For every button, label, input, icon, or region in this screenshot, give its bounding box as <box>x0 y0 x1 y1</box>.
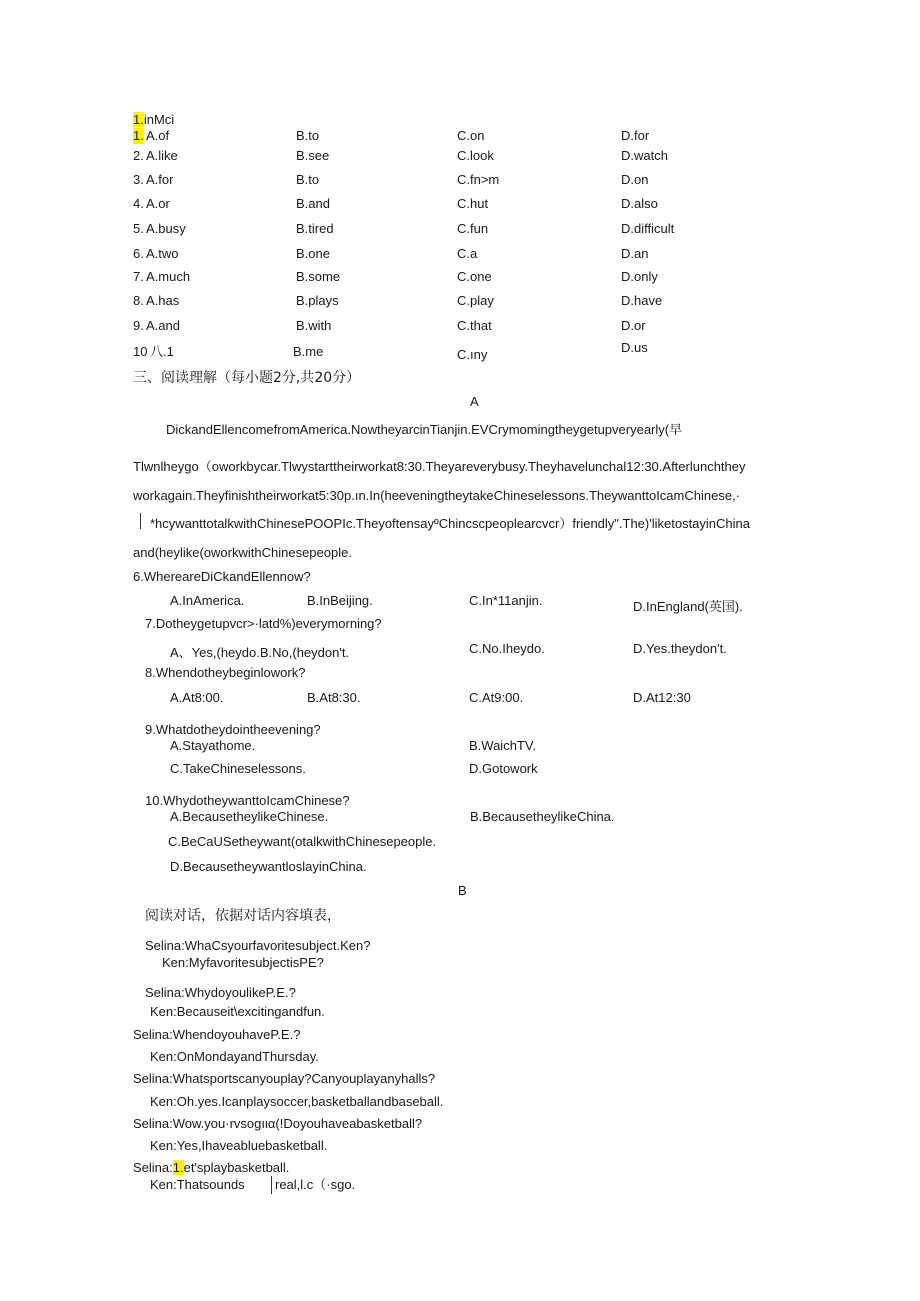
cloze-item-8-number: 8. <box>133 293 144 308</box>
question-10-option-b: B.BecausetheylikeChina. <box>470 809 615 824</box>
cloze-item-2-option-b: B.see <box>296 148 330 163</box>
cloze-item-10-option-a: 八.1 <box>150 344 174 359</box>
header-text: inMci <box>143 112 175 127</box>
cloze-item-6-option-a: A.two <box>146 246 179 261</box>
dialogue-line-10: Ken:Yes,Ihaveabluebasketball. <box>150 1138 328 1153</box>
question-6-option-b: B.InBeijing. <box>307 593 373 608</box>
dialogue-line-1: Selina:WhaCsyourfavoritesubject.Ken? <box>145 938 371 953</box>
cloze-item-6-option-b: B.one <box>296 246 330 261</box>
question-8-option-a: A.At8:00. <box>170 690 224 705</box>
question-8-option-d: D.At12:30 <box>633 690 691 705</box>
dialogue-line-5: Selina:WhendoyouhaveP.E.? <box>133 1027 301 1042</box>
question-9-option-a: A.Stayathome. <box>170 738 256 753</box>
cloze-item-1-option-b: B.to <box>296 128 320 143</box>
question-9-option-c: C.TakeChineselessons. <box>170 761 306 776</box>
dialogue-line-7: Selina:Whatsportscanyouplay?Canyouplayanyhalls? <box>133 1071 436 1086</box>
question-10-option-c: C.BeCaUSetheywant(otalkwithChinesepeople. <box>168 834 437 849</box>
dialogue-line-8: Ken:Oh.yes.Icanplaysoccer,basketballandbaseball. <box>150 1094 444 1109</box>
cloze-item-8-option-a: A.has <box>146 293 180 308</box>
question-9-option-b: B.WaichTV. <box>469 738 536 753</box>
question-8-option-b: B.At8:30. <box>307 690 361 705</box>
question-10-option-d: D.BecausetheywantloslayinChina. <box>170 859 367 874</box>
question-9-stem: 9.Whatdotheydointheevening? <box>145 722 321 737</box>
question-6-option-c: C.In*11anjin. <box>469 593 543 608</box>
cloze-item-8-option-d: D.have <box>621 293 663 308</box>
cloze-item-4-number: 4. <box>133 196 144 211</box>
dialogue-speaker: Selina: <box>133 1160 173 1175</box>
cloze-item-3-option-d: D.on <box>621 172 649 187</box>
cloze-item-9-option-c: C.that <box>457 318 492 333</box>
cloze-item-5-option-a: A.busy <box>146 221 186 236</box>
question-8-stem: 8.Whendotheybeginlowork? <box>145 665 306 680</box>
cloze-item-7-option-a: A.much <box>146 269 191 284</box>
dialogue-line-9: Selina:Wow.you·rvsogıια(!Doyouhaveabasketball? <box>133 1116 423 1131</box>
cloze-item-8-option-b: B.plays <box>296 293 339 308</box>
passage-a-line-3: workagain.Theyfinishtheirworkat5:30p.ın.In(heeveningtheytakeChineselessons.TheywanttoIcamChinese,· <box>133 488 741 503</box>
dialogue-text: et'splaybasketball. <box>183 1160 290 1175</box>
dialogue-line-12-right: real,l.c（·sgo. <box>275 1177 356 1192</box>
cloze-item-5-option-c: C.fun <box>457 221 489 236</box>
dialogue-line-3: Selina:WhydoyoulikeP.E.? <box>145 985 296 1000</box>
passage-b-instruction: 阅读对话，依据对话内容填表， <box>145 908 341 924</box>
question-6-stem: 6.WherearеDiCkandEllennow? <box>133 569 311 584</box>
cloze-item-2-option-a: A.like <box>146 148 178 163</box>
cloze-item-3-option-a: A.for <box>146 172 174 187</box>
cloze-item-5-number: 5. <box>133 221 144 236</box>
dialogue-line-6: Ken:OnMondayandThursday. <box>150 1049 319 1064</box>
section-3-title: 三、阅读理解（每小题2分,共20分） <box>133 370 361 386</box>
cloze-item-7-number: 7. <box>133 269 144 284</box>
passage-b-label: B <box>458 883 467 898</box>
dialogue-line-4: Ken:Becauseit\excitingandfun. <box>150 1004 325 1019</box>
dialogue-line-12-left: Ken:Thatsounds <box>150 1177 245 1192</box>
cloze-item-9-option-b: B.with <box>296 318 332 333</box>
passage-a-line-4: *hcywanttotalkwithChinesePOOPIc.TheyoftensayºChincscpeoplearcvcr）friendly".The)'liketostayinChina <box>150 516 750 531</box>
cloze-item-7-option-b: B.some <box>296 269 341 284</box>
cloze-item-10-option-d: D.us <box>621 340 648 355</box>
cloze-item-3-option-b: B.to <box>296 172 320 187</box>
cloze-item-5-option-b: B.tired <box>296 221 334 236</box>
question-10-option-a: A.BecausetheylikeChinese. <box>170 809 329 824</box>
dialogue-highlight: 1. <box>172 1160 184 1175</box>
cloze-item-10-option-b: B.me <box>293 344 324 359</box>
cloze-item-1-option-c: C.on <box>457 128 485 143</box>
cloze-item-9-option-d: D.or <box>621 318 646 333</box>
cloze-item-10-option-c: C.ıny <box>457 347 488 362</box>
section-header <box>133 112 174 128</box>
question-8-option-c: C.At9:00. <box>469 690 524 705</box>
cloze-item-1-number: 1. <box>133 128 144 143</box>
margin-bar <box>140 513 141 529</box>
cloze-item-8-option-c: C.play <box>457 293 494 308</box>
cloze-item-10-number: 10 <box>133 344 148 359</box>
cloze-item-1-option-d: D.for <box>621 128 650 143</box>
question-7-stem: 7.Dotheygetupvcr>·latd%)everymorning? <box>145 616 382 631</box>
cloze-item-3-option-c: C.fn>m <box>457 172 500 187</box>
passage-a-label: A <box>470 394 479 409</box>
cloze-item-1-option-a: A.of <box>146 128 170 143</box>
cloze-item-4-option-c: C.hut <box>457 196 489 211</box>
cloze-item-4-option-d: D.also <box>621 196 658 211</box>
cloze-item-2-number: 2. <box>133 148 144 163</box>
dialogue-line-2: Ken:MyfavoritesubjectisPE? <box>162 955 324 970</box>
passage-a-line-1: DickandEllencomefromAmerica.NowtheyarcinTianjin.EVCrymomingtheygetupveryearly(早 <box>166 422 683 437</box>
cloze-item-9-number: 9. <box>133 318 144 333</box>
cloze-item-6-number: 6. <box>133 246 144 261</box>
cloze-item-7-option-c: C.one <box>457 269 492 284</box>
question-7-option-c: C.No.Iheydo. <box>469 641 545 656</box>
dialogue-line-11 <box>133 1160 289 1176</box>
cloze-item-2-option-d: D.watch <box>621 148 668 163</box>
cloze-item-3-number: 3. <box>133 172 144 187</box>
question-10-stem: 10.WhydotheywanttoIcamChinese? <box>145 793 350 808</box>
passage-a-line-2: Tlwnlheygo（oworkbycar.Tlwystarttheirworkat8:30.Theyareverybusy.Theyhavelunchal12:30.Afterlunchthey <box>133 459 746 474</box>
cloze-item-7-option-d: D.only <box>621 269 658 284</box>
passage-a-line-5: and(heylike(oworkwithChinesepeople. <box>133 545 352 560</box>
cloze-item-9-option-a: A.and <box>146 318 180 333</box>
cloze-item-6-option-d: D.an <box>621 246 649 261</box>
question-6-option-a: A.InAmerica. <box>170 593 245 608</box>
cloze-item-4-option-a: A.or <box>146 196 170 211</box>
answer-bar <box>271 1176 272 1194</box>
cloze-item-5-option-d: D.difficult <box>621 221 675 236</box>
cloze-item-2-option-c: C.look <box>457 148 494 163</box>
question-7-options-ab: A、Yes,(heydo.B.No,(heydon't. <box>170 645 350 660</box>
cloze-item-4-option-b: B.and <box>296 196 330 211</box>
question-9-option-d: D.Gotowork <box>469 761 538 776</box>
question-6-option-d: D.InEngland(英国). <box>633 599 743 614</box>
question-7-option-d: D.Yes.theydon't. <box>633 641 727 656</box>
header-highlight: 1. <box>133 112 144 127</box>
cloze-item-6-option-c: C.a <box>457 246 478 261</box>
